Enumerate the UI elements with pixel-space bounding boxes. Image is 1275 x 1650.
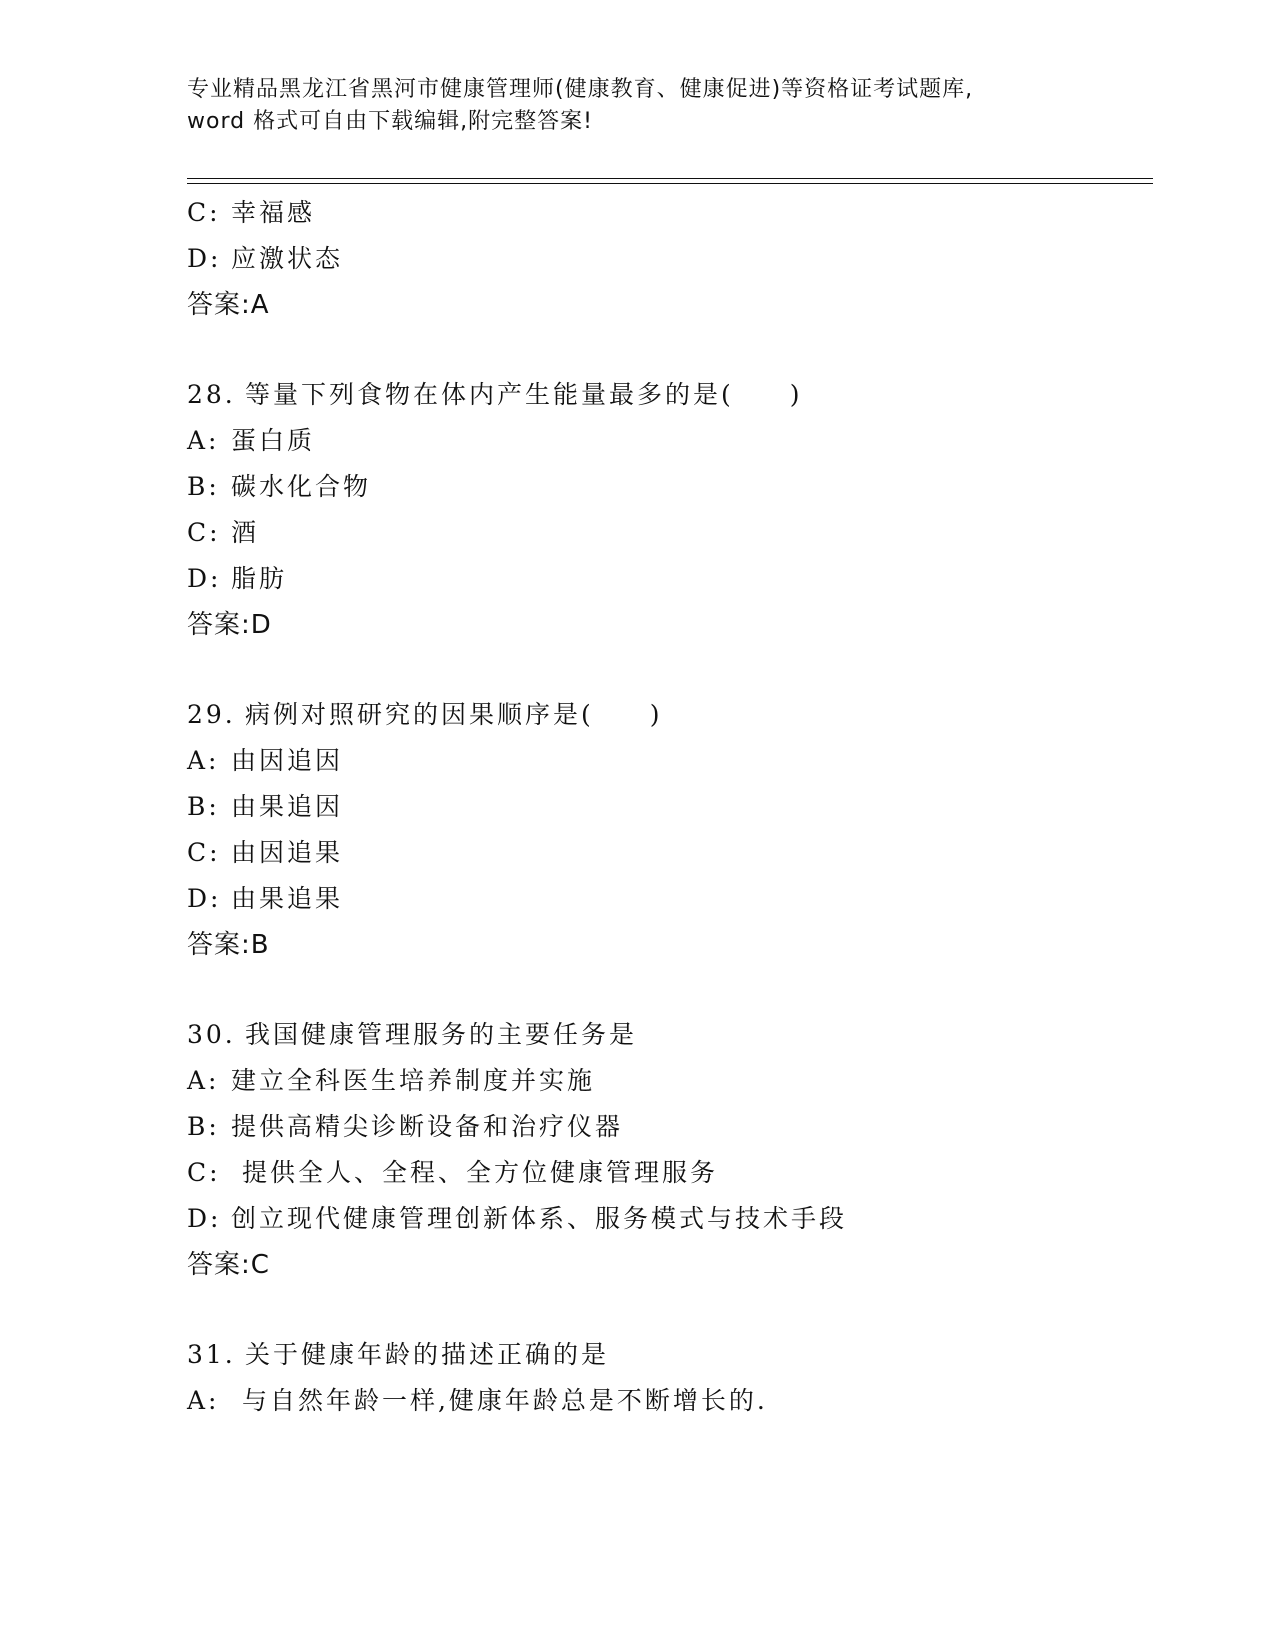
option-label: B: <box>187 472 220 501</box>
answer-line: 答案:B <box>187 930 270 960</box>
option-label: D: <box>187 244 222 273</box>
option-label: C: <box>187 1158 221 1187</box>
answer-line: 答案:D <box>187 610 272 640</box>
option-text: 由因追因 <box>231 746 344 775</box>
option-text: 幸福感 <box>231 198 316 227</box>
header-line-2: word 格式可自由下载编辑,附完整答案! <box>187 109 593 134</box>
option-c <box>187 190 1147 236</box>
option-b <box>187 464 1147 510</box>
header-divider-top <box>187 178 1153 179</box>
option-a <box>187 738 1147 784</box>
option-label: A: <box>187 1066 220 1095</box>
option-d <box>187 556 1147 602</box>
option-a <box>187 1058 1147 1104</box>
option-text: 碳水化合物 <box>231 472 372 501</box>
option-label: A: <box>187 426 220 455</box>
option-c <box>187 1150 1147 1196</box>
question-number: 30. <box>187 1020 236 1049</box>
question-list <box>187 190 1147 1424</box>
question-29 <box>187 692 1147 968</box>
prev-question <box>187 190 1147 328</box>
question-stem <box>187 692 1147 738</box>
option-label: D: <box>187 1204 222 1233</box>
question-30 <box>187 1012 1147 1288</box>
option-d <box>187 236 1147 282</box>
option-c <box>187 830 1147 876</box>
option-label: A: <box>187 1386 220 1415</box>
option-text: 由因追果 <box>231 838 344 867</box>
option-text: 提供高精尖诊断设备和治疗仪器 <box>231 1112 624 1141</box>
question-stem <box>187 1332 1147 1378</box>
option-text: 提供全人、全程、全方位健康管理服务 <box>231 1158 718 1187</box>
option-text: 脂肪 <box>231 564 288 593</box>
option-text: 酒 <box>231 518 260 547</box>
option-b <box>187 784 1147 830</box>
option-label: B: <box>187 1112 220 1141</box>
option-d <box>187 1196 1147 1242</box>
answer-line: 答案:C <box>187 1250 270 1280</box>
option-label: C: <box>187 198 221 227</box>
option-label: C: <box>187 518 221 547</box>
option-text: 由果追果 <box>231 884 344 913</box>
option-text: 创立现代健康管理创新体系、服务模式与技术手段 <box>231 1204 848 1233</box>
question-number: 28. <box>187 380 236 409</box>
header-line-1: 专业精品黑龙江省黑河市健康管理师(健康教育、健康促进)等资格证考试题库, <box>187 77 974 102</box>
option-text: 由果追因 <box>231 792 344 821</box>
question-number: 31. <box>187 1340 236 1369</box>
option-label: A: <box>187 746 220 775</box>
option-label: D: <box>187 564 222 593</box>
question-28 <box>187 372 1147 648</box>
question-number: 29. <box>187 700 236 729</box>
option-b <box>187 1104 1147 1150</box>
question-stem <box>187 372 1147 418</box>
option-text: 与自然年龄一样,健康年龄总是不断增长的. <box>231 1386 768 1415</box>
question-text: 关于健康年龄的描述正确的是 <box>245 1340 610 1369</box>
question-text: 我国健康管理服务的主要任务是 <box>245 1020 638 1049</box>
header-divider-bottom <box>187 183 1153 184</box>
answer-line: 答案:A <box>187 290 270 320</box>
option-label: D: <box>187 884 222 913</box>
option-c <box>187 510 1147 556</box>
question-text: 等量下列食物在体内产生能量最多的是( ) <box>245 380 803 409</box>
question-stem <box>187 1012 1147 1058</box>
document-header <box>187 74 1087 138</box>
option-d <box>187 876 1147 922</box>
option-label: B: <box>187 792 220 821</box>
option-text: 应激状态 <box>231 244 344 273</box>
question-31 <box>187 1332 1147 1424</box>
option-a <box>187 1378 1147 1424</box>
question-text: 病例对照研究的因果顺序是( ) <box>245 700 663 729</box>
option-label: C: <box>187 838 221 867</box>
option-text: 建立全科医生培养制度并实施 <box>231 1066 596 1095</box>
option-text: 蛋白质 <box>231 426 316 455</box>
option-a <box>187 418 1147 464</box>
